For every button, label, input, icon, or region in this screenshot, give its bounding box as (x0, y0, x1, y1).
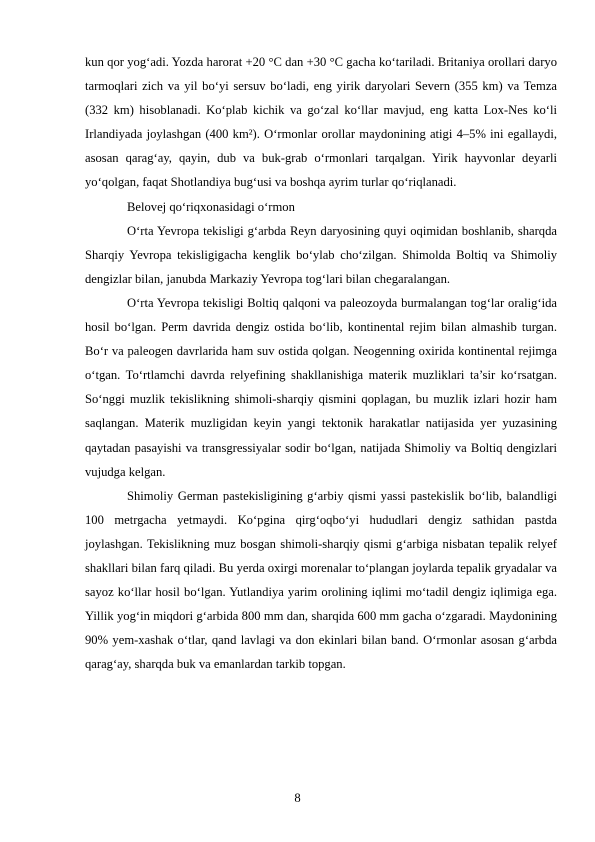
paragraph-central-europe-plain: O‘rta Yevropa tekisligi g‘arbda Reyn daryosining quyi oqimidan boshlanib, sharqda Sharqiy Yevropa tekisligigacha kenglik bo‘ylab cho‘zilgan. Shimolda Boltiq va Shimoliy dengizlar bilan, janubda Markaziy Yevropa tog‘lari bilan chegaralangan. (85, 223, 557, 286)
paragraph-north-german-lowland: Shimoliy German pastekisligining g‘arbiy qismi yassi pastekislik bo‘lib, balandligi 100 metrgacha yetmaydi. Ko‘pgina qirg‘oqbo‘yi hududlari dengiz sathidan pastda joylashgan. Tekislikning muz bosgan shimoli-sharqiy qismi g‘arbiga nisbatan tepalik relyef shakllari bilan farq qiladi. Bu yerda oxirgi morenalar to‘plangan joylarda tepalik gryadalar va sayoz ko‘llar hosil bo‘lgan. Yutlandiya yarim orolining iqlimi mo‘tadil dengiz iqlimiga ega. Yillik yog‘in miqdori g‘arbida 800 mm dan, sharqida 600 mm gacha o‘zgaradi. Maydonining 90% yem-xashak o‘tlar, qand lavlagi va don ekinlari bilan band. O‘rmonlar asosan g‘arbda qarag‘ay, sharqda buk va emanlardan tarkib topgan. (85, 488, 557, 672)
document-page (85, 50, 557, 676)
image-caption-heading: Belovej qo‘riqxonasidagi o‘rmon (127, 199, 295, 214)
paragraph-continuation: kun qor yog‘adi. Yozda harorat +20 °C dan +30 °C gacha ko‘tariladi. Britaniya orollari daryo tarmoqlari zich va yil bo‘yi sersuv bo‘ladi, eng yirik daryolari Severn (355 km) va Temza (332 km) hisoblanadi. Ko‘plab kichik va go‘zal ko‘llar mavjud, eng katta Lox-Nes ko‘li Irlandiyada joylashgan (400 km²). O‘rmonlar orollar maydonining atigi 4–5% ini egallaydi, asosan qarag‘ay, qayin, dub va buk-grab o‘rmonlari tarqalgan. Yirik hayvonlar deyarli yo‘qolgan, faqat Shotlandiya bug‘usi va boshqa ayrim turlar qo‘riqlanadi. (85, 55, 557, 190)
page-number: 8 (294, 791, 301, 805)
paragraph-geologic-history: O‘rta Yevropa tekisligi Boltiq qalqoni va paleozoyda burmalangan tog‘lar oralig‘ida hosil bo‘lgan. Perm davrida dengiz ostida bo‘lib, kontinental rejim bilan almashib turgan. Bo‘r va paleogen davrlarida ham suv ostida qolgan. Neogenning oxirida kontinental rejimga o‘tgan. To‘rtlamchi davrda relyefining shakllanishiga materik muzliklari ta’sir ko‘rsatgan. So‘nggi muzlik tekislikning shimoli-sharqiy qismini qoplagan, bu muzlik izlari hozir ham saqlangan. Materik muzligidan keyin yangi tektonik harakatlar natijasida yer yuzasining qaytadan pasayishi va transgressiyalar sodir bo‘lgan, natijada Shimoliy va Boltiq dengizlari vujudga kelgan. (85, 295, 557, 479)
